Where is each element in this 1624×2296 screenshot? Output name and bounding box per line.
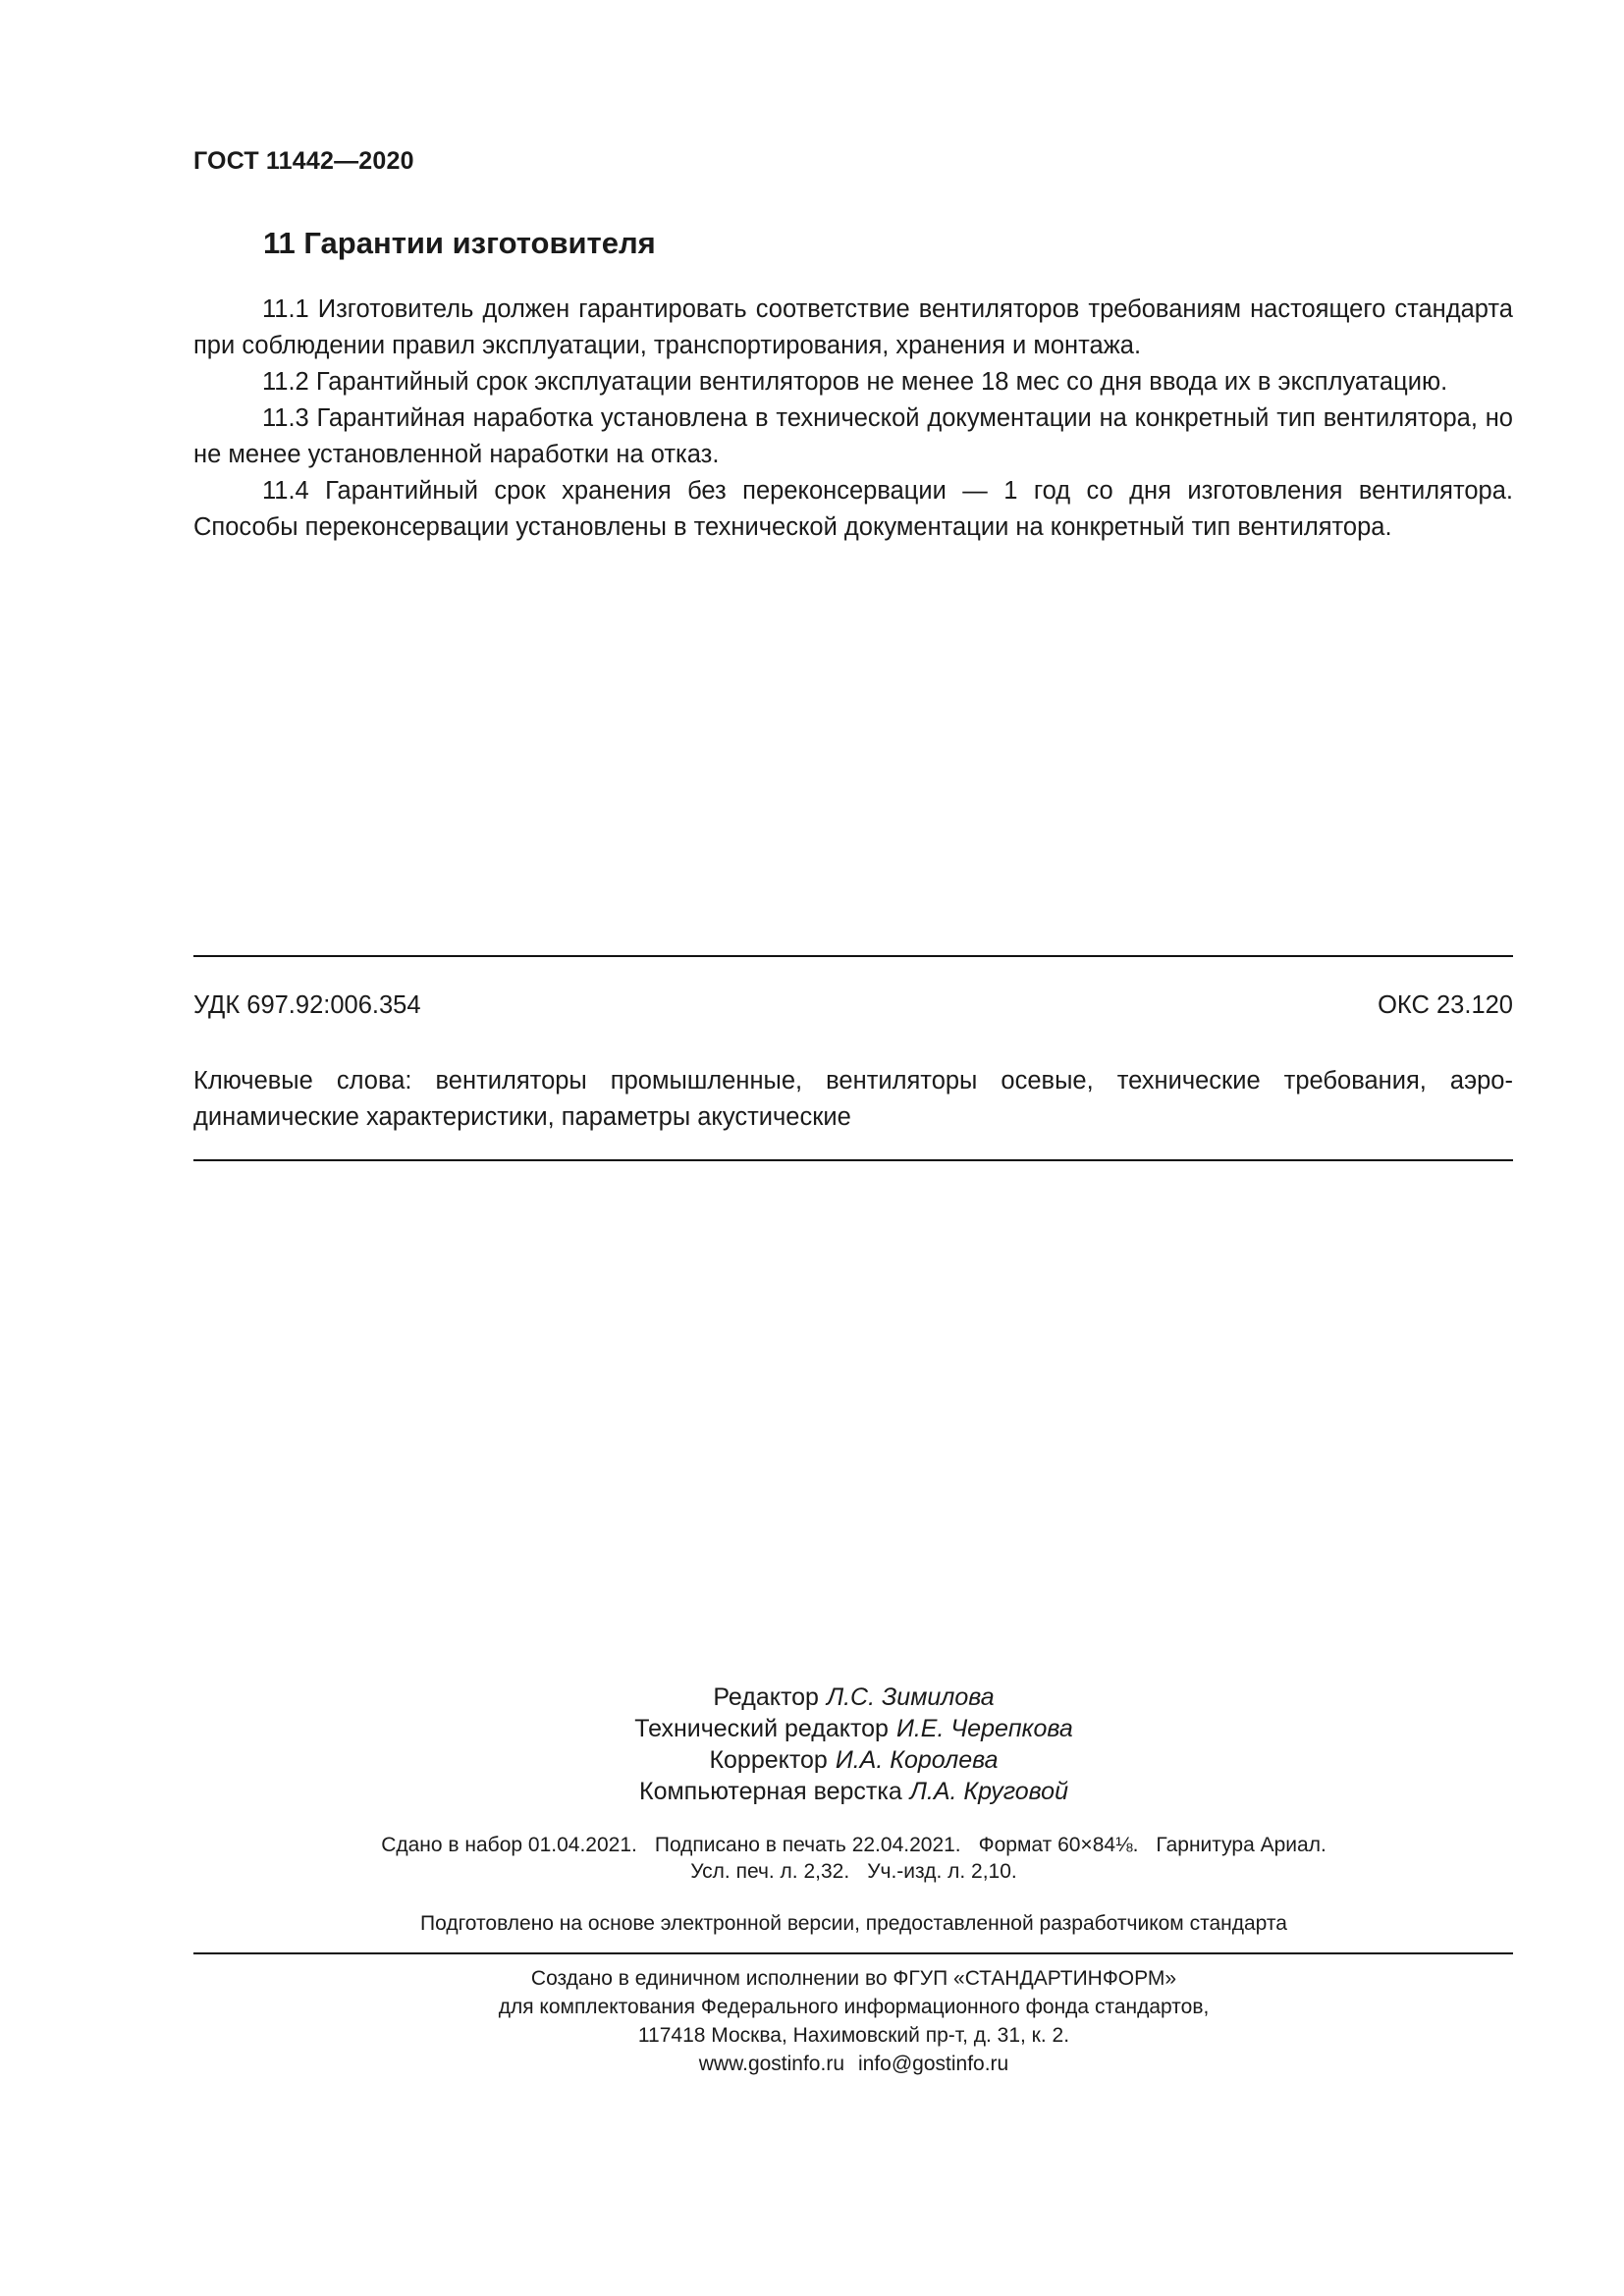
oks-code: ОКС 23.120: [1378, 991, 1513, 1019]
footer-website: www.gostinfo.ru: [698, 2053, 844, 2075]
document-id: ГОСТ 11442—2020: [193, 147, 414, 175]
credit-name: И.А. Королева: [835, 1746, 999, 1774]
imprint-line-2: [0, 1858, 1624, 1885]
credit-role: Редактор: [713, 1683, 819, 1711]
publisher-footer: [0, 1964, 1624, 2078]
footer-line-1: Создано в единичном исполнении во ФГУП «СТАНДАРТИНФОРМ»: [530, 1967, 1177, 1990]
paragraph-11-1: 11.1 Изготовитель должен гарантировать соответствие вентиляторов требованиям настоящего стандарта при соблюдении правил эксплуатации, транспортирования, хранения и монтажа.: [193, 295, 1513, 359]
credit-row-editor: [0, 1682, 1624, 1713]
footer-email: info@gostinfo.ru: [858, 2053, 1009, 2075]
credit-row-tech-editor: [0, 1713, 1624, 1744]
credit-name: Л.А. Круговой: [909, 1778, 1068, 1805]
footer-line-2: для комплектования Федерального информационного фонда стандартов,: [498, 1996, 1210, 2018]
paragraph-11-4: 11.4 Гарантийный срок хранения без переконсервации — 1 год со дня изготовления вентилятора. Способы переконсервации установлены в технической документации на конкретный тип вентилятора.: [193, 477, 1513, 541]
imprint-format: Формат 60×84⅛.: [978, 1834, 1139, 1856]
section-body: [193, 292, 1513, 546]
credit-role: Технический редактор: [634, 1715, 889, 1742]
footer-contacts: [0, 2050, 1624, 2078]
credit-row-corrector: [0, 1744, 1624, 1776]
paragraph-11-3: 11.3 Гарантийная наработка установлена в технической документации на конкретный тип вентилятора, но не менее установленной наработки на отказ.: [193, 404, 1513, 468]
credit-name: И.Е. Черепкова: [895, 1715, 1073, 1742]
udk-code: УДК 697.92:006.354: [193, 991, 421, 1019]
credit-role: Корректор: [709, 1746, 828, 1774]
credits-block: [0, 1682, 1624, 1807]
imprint-line-1: [0, 1832, 1624, 1858]
keywords: Ключевые слова: вентиляторы промышленные, вентиляторы осевые, технические требования, аэродинамические характеристики, параметры акустические: [193, 1067, 1513, 1131]
divider-top: [193, 955, 1513, 957]
imprint-submitted: Сдано в набор 01.04.2021.: [381, 1834, 637, 1856]
imprint-block: [0, 1832, 1624, 1885]
imprint-print-sheets: Усл. печ. л. 2,32.: [690, 1860, 850, 1883]
footer-line-3: 117418 Москва, Нахимовский пр-т, д. 31, к. 2.: [637, 2024, 1070, 2047]
imprint-typeface: Гарнитура Ариал.: [1156, 1834, 1326, 1856]
imprint-publisher-sheets: Уч.-изд. л. 2,10.: [867, 1860, 1017, 1883]
prepared-note: Подготовлено на основе электронной версии, предоставленной разработчиком стандарта: [420, 1912, 1287, 1935]
imprint-signed: Подписано в печать 22.04.2021.: [654, 1834, 961, 1856]
divider-middle: [193, 1159, 1513, 1161]
credit-row-layout: [0, 1776, 1624, 1807]
credit-name: Л.С. Зимилова: [826, 1683, 995, 1711]
paragraph-11-2: 11.2 Гарантийный срок эксплуатации вентиляторов не менее 18 мес со дня ввода их в эксплуатацию.: [262, 368, 1448, 396]
credit-role: Компьютерная верстка: [639, 1778, 902, 1805]
divider-bottom: [193, 1952, 1513, 1954]
section-title: 11 Гарантии изготовителя: [263, 226, 656, 260]
